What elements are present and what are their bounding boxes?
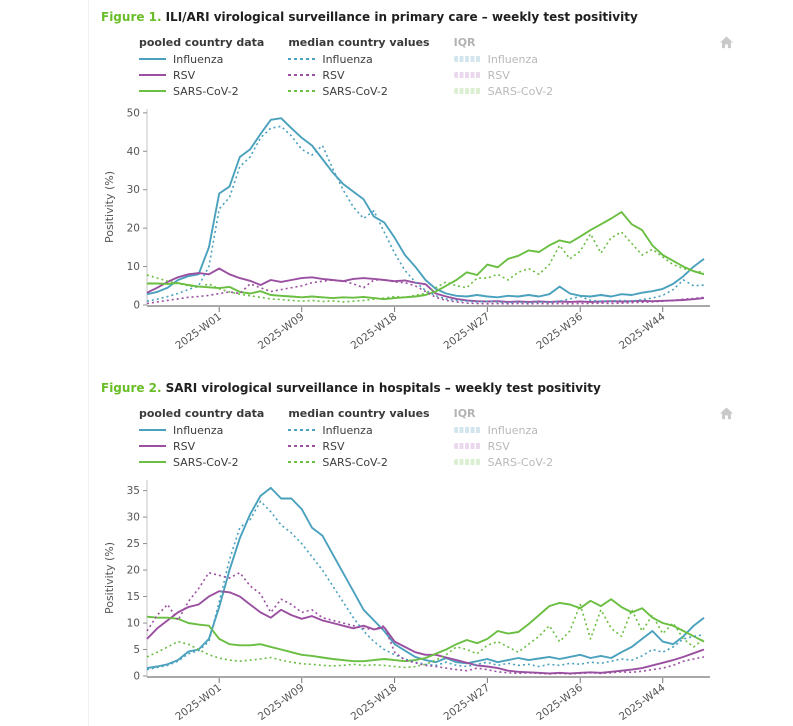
legend-group-title: median country values (288, 36, 430, 49)
legend-item-influenza-band[interactable] (454, 51, 574, 67)
legend-item-label: RSV (173, 439, 196, 453)
y-tick-label: 10 (126, 261, 140, 274)
legend-item-rsv-dotted[interactable] (288, 438, 429, 454)
figure1-label: Figure 1. (101, 10, 162, 24)
x-tick-label: 2025-W36 (534, 310, 585, 353)
y-tick-label: 0 (133, 670, 140, 683)
iqr-band-swatch (454, 459, 481, 465)
series-lines (147, 118, 704, 304)
legend-item-label: Influenza (487, 52, 538, 66)
iqr-band-swatch (454, 56, 481, 62)
reset-view-home-icon[interactable] (719, 36, 734, 49)
x-tick-label: 2025-W27 (441, 310, 493, 353)
y-tick-label: 35 (126, 485, 140, 498)
figure2-title (101, 381, 780, 395)
legend-item-influenza-band[interactable] (454, 422, 574, 438)
series-rsv-solid (147, 591, 704, 673)
reset-view-home-icon[interactable] (719, 407, 734, 420)
legend-item-influenza-dotted[interactable] (288, 422, 429, 438)
dotted-line-swatch (288, 429, 315, 431)
dotted-line-swatch (288, 58, 315, 60)
y-tick-label: 10 (126, 617, 140, 630)
legend-item-label: Influenza (322, 423, 373, 437)
y-tick-label: 5 (133, 644, 140, 657)
series-lines (147, 488, 704, 674)
legend-item-label: SARS-CoV-2 (322, 455, 388, 469)
legend-item-rsv-solid[interactable] (139, 67, 264, 83)
legend-group-title: IQR (453, 407, 476, 420)
legend-group-title: pooled country data (139, 36, 265, 49)
figure1-plot-area[interactable] (101, 103, 716, 355)
legend-item-label: RSV (487, 68, 510, 82)
iqr-band-swatch (454, 72, 481, 78)
legend-item-label: SARS-CoV-2 (487, 455, 554, 469)
legend-item-sars-cov-2-solid[interactable] (139, 454, 264, 470)
x-tick-label: 2025-W44 (616, 681, 668, 724)
x-tick-label: 2025-W36 (534, 681, 585, 724)
figure1-chart-legend (139, 36, 780, 99)
solid-line-swatch (139, 429, 166, 431)
series-influenza-solid (147, 118, 704, 297)
series-rsv-solid (147, 269, 704, 302)
legend-group-title: pooled country data (139, 407, 265, 420)
legend-group-title: IQR (453, 36, 476, 49)
legend-group-median-country-values (288, 36, 429, 99)
figure2-plot-area[interactable] (101, 474, 716, 726)
report-content (88, 0, 780, 726)
figure2-chart-panel (101, 407, 780, 726)
x-tick-label: 2025-W18 (348, 310, 400, 353)
legend-item-influenza-dotted[interactable] (288, 51, 429, 67)
legend-item-rsv-solid[interactable] (139, 438, 264, 454)
x-tick-label: 2025-W44 (616, 310, 668, 353)
legend-item-label: SARS-CoV-2 (487, 84, 554, 98)
legend-group-iqr (454, 407, 574, 470)
iqr-band-swatch (454, 443, 481, 449)
legend-item-label: Influenza (322, 52, 373, 66)
figure1-title (101, 10, 780, 24)
y-tick-label: 20 (126, 564, 140, 577)
dotted-line-swatch (288, 445, 315, 447)
legend-item-label: RSV (173, 68, 196, 82)
solid-line-swatch (139, 461, 166, 463)
figure2-title-text: SARI virological surveillance in hospitals – weekly test positivity (165, 381, 601, 395)
iqr-band-swatch (454, 427, 481, 433)
legend-item-label: Influenza (173, 423, 224, 437)
iqr-band-swatch (454, 88, 481, 94)
legend-item-label: SARS-CoV-2 (173, 455, 239, 469)
legend-item-label: RSV (487, 439, 510, 453)
series-influenza-dotted (147, 126, 704, 302)
legend-item-label: Influenza (173, 52, 224, 66)
y-tick-label: 20 (126, 222, 140, 235)
y-tick-label: 15 (126, 591, 140, 604)
figure2-chart-legend (139, 407, 780, 470)
legend-item-label: SARS-CoV-2 (173, 84, 239, 98)
legend-item-sars-cov-2-band[interactable] (454, 454, 574, 470)
legend-item-rsv-band[interactable] (454, 438, 574, 454)
x-tick-label: 2025-W09 (255, 681, 307, 724)
y-tick-label: 30 (126, 184, 140, 197)
series-sars-cov-2-solid (147, 212, 704, 299)
legend-item-label: SARS-CoV-2 (322, 84, 388, 98)
axes (103, 480, 710, 723)
legend-group-pooled-country-data (139, 36, 264, 99)
y-tick-label: 0 (133, 299, 140, 312)
legend-item-rsv-dotted[interactable] (288, 67, 429, 83)
legend-item-sars-cov-2-dotted[interactable] (288, 83, 429, 99)
y-axis-title: Positivity (%) (103, 541, 116, 615)
x-tick-label: 2025-W27 (441, 681, 493, 724)
legend-item-influenza-solid[interactable] (139, 422, 264, 438)
legend-item-label: RSV (322, 439, 345, 453)
figure1-chart-panel (101, 36, 780, 355)
figure1-title-text: ILI/ARI virological surveillance in primary care – weekly test positivity (165, 10, 638, 24)
figure2-label: Figure 2. (101, 381, 162, 395)
legend-item-sars-cov-2-band[interactable] (454, 83, 574, 99)
solid-line-swatch (139, 90, 166, 92)
x-tick-label: 2025-W18 (348, 681, 400, 724)
axes (103, 107, 710, 352)
legend-item-label: RSV (322, 68, 345, 82)
y-tick-label: 30 (126, 511, 140, 524)
x-tick-label: 2025-W01 (173, 681, 224, 724)
legend-group-title: median country values (288, 407, 430, 420)
solid-line-swatch (139, 445, 166, 447)
legend-item-label: Influenza (487, 423, 538, 437)
legend-group-pooled-country-data (139, 407, 264, 470)
legend-item-influenza-solid[interactable] (139, 51, 264, 67)
legend-group-median-country-values (288, 407, 429, 470)
y-axis-title: Positivity (%) (103, 170, 116, 244)
legend-item-sars-cov-2-solid[interactable] (139, 83, 264, 99)
dotted-line-swatch (288, 90, 315, 92)
solid-line-swatch (139, 74, 166, 76)
legend-item-sars-cov-2-dotted[interactable] (288, 454, 429, 470)
x-tick-label: 2025-W09 (255, 310, 307, 353)
dotted-line-swatch (288, 74, 315, 76)
legend-item-rsv-band[interactable] (454, 67, 574, 83)
dotted-line-swatch (288, 461, 315, 463)
y-tick-label: 25 (126, 538, 140, 551)
y-tick-label: 40 (126, 145, 140, 158)
y-tick-label: 50 (126, 107, 140, 120)
solid-line-swatch (139, 58, 166, 60)
x-tick-label: 2025-W01 (173, 310, 224, 353)
legend-group-iqr (454, 36, 574, 99)
